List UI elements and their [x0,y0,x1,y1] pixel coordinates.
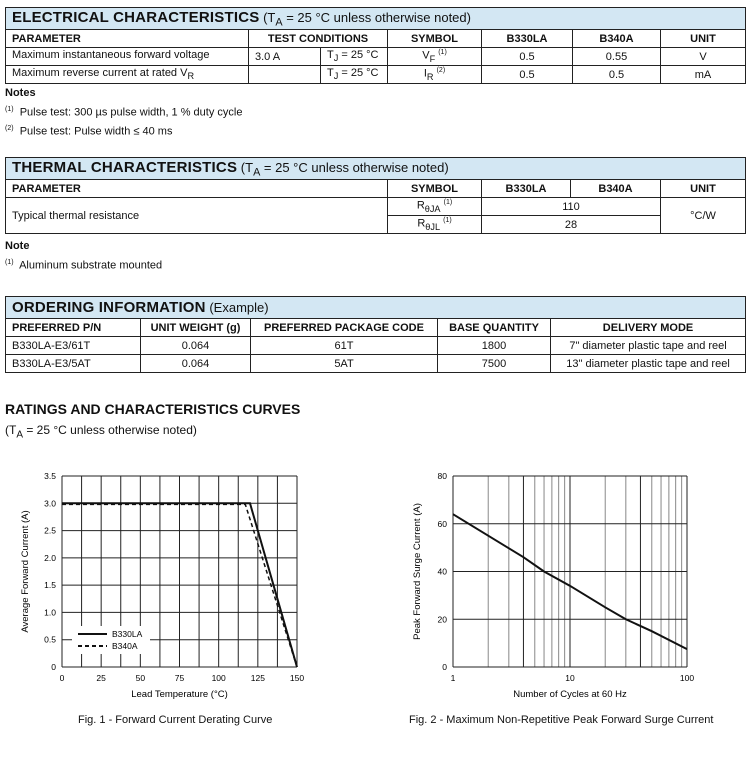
y-tick-label: 80 [437,471,447,481]
section-heading: RATINGS AND CHARACTERISTICS CURVES [5,401,301,417]
section-subheading: ($T_A = 25$ °C unless otherwise noted) [5,423,197,441]
x-axis-label: Lead Temperature (°C) [131,689,228,700]
header-cell: UNIT [661,30,746,48]
table-row: Maximum reverse current at rated $V_R$ $T_J = 25$ °C $I_R$ $^{(2)}$ 0.5 0.5 mA [6,66,746,84]
y-tick-label: 0 [442,662,447,672]
table-row: B330LA-E3/61T 0.064 61T 1800 7" diameter plastic tape and reel [6,337,746,355]
thermal-notes: Note $^{(1)}$ Aluminum substrate mounted [5,240,163,272]
header-cell: B330LA [482,30,573,48]
y-tick-label: 3.5 [44,471,56,481]
x-tick-label: 1 [450,673,456,683]
x-tick-label: 75 [174,673,185,683]
y-tick-label: 40 [437,566,447,577]
ordering-information-table: ORDERING INFORMATION (Example) PREFERRED P/N UNIT WEIGHT (g) PREFERRED PACKAGE CODE BASE QUANTITY DELIVERY MODE B330LA-E3/61T 0.064 61T 1800 7" diameter plastic tape and reel B330LA-E3/5AT 0.064 5AT 7500 13" diameter plastic tape and reel [5,296,746,373]
table-row: Typical thermal resistance $R_{\theta JA}$ $^{(1)}$ 110 °C/W [6,198,746,216]
x-tick-label: 0 [59,673,65,683]
x-tick-label: 100 [211,673,226,683]
table-title: ELECTRICAL CHARACTERISTICS ($T_A = 25$ °C unless otherwise noted) [6,8,746,30]
table-title: THERMAL CHARACTERISTICS ($T_A = 25$ °C unless otherwise noted) [6,158,746,180]
x-tick-label: 50 [135,673,146,683]
y-axis-label: Peak Forward Surge Current (A) [412,503,423,640]
header-cell: B340A [573,30,661,48]
table-title: ORDERING INFORMATION (Example) [6,297,746,319]
fig1-caption: Fig. 1 - Forward Current Derating Curve [78,714,273,726]
header-cell: PARAMETER [6,30,249,48]
x-axis-label: Number of Cycles at 60 Hz [513,689,627,700]
table-row: $R_{\theta JL}$ $^{(1)}$ 28 [6,216,746,234]
y-tick-label: 1.5 [44,580,56,591]
table-row: B330LA-E3/5AT 0.064 5AT 7500 13" diameter plastic tape and reel [6,355,746,373]
y-tick-label: 1.0 [44,607,56,618]
x-tick-label: 125 [250,673,265,683]
y-axis-label: Average Forward Current (A) [20,510,31,633]
electrical-notes: Notes $^{(1)}$ Pulse test: 300 µs pulse width, 1 % duty cycle $^{(2)}$ Pulse test: Pulse width ≤ 40 ms [5,87,243,138]
x-tick-label: 100 [679,673,695,683]
header-cell: SYMBOL [388,30,482,48]
header-cell: TEST CONDITIONS [249,30,388,48]
y-tick-label: 60 [437,518,447,529]
y-tick-label: 20 [437,614,447,625]
y-tick-label: 2.0 [44,552,56,563]
y-tick-label: 0 [51,662,56,672]
table-row: Maximum instantaneous forward voltage 3.0 A $T_J = 25$ °C $V_F$ $^{(1)}$ 0.5 0.55 V [6,48,746,66]
fig2-caption: Fig. 2 - Maximum Non-Repetitive Peak Forward Surge Current [409,714,714,726]
x-tick-label: 25 [96,673,106,683]
y-tick-label: 3.0 [44,498,56,509]
x-tick-label: 10 [565,673,575,683]
legend-label: B330LA [112,629,143,639]
legend-label: B340A [112,641,138,651]
y-tick-label: 2.5 [44,525,56,536]
thermal-characteristics-table: THERMAL CHARACTERISTICS ($T_A = 25$ °C unless otherwise noted) PARAMETER SYMBOL B330LA B340A UNIT Typical thermal resistance $R_{\theta JA}$ $^{(1)}$ 110 °C/W $R_{\theta JL}$ $^{(1)}$ 28 [5,157,746,234]
x-tick-label: 150 [289,673,305,683]
y-tick-label: 0.5 [44,634,56,645]
